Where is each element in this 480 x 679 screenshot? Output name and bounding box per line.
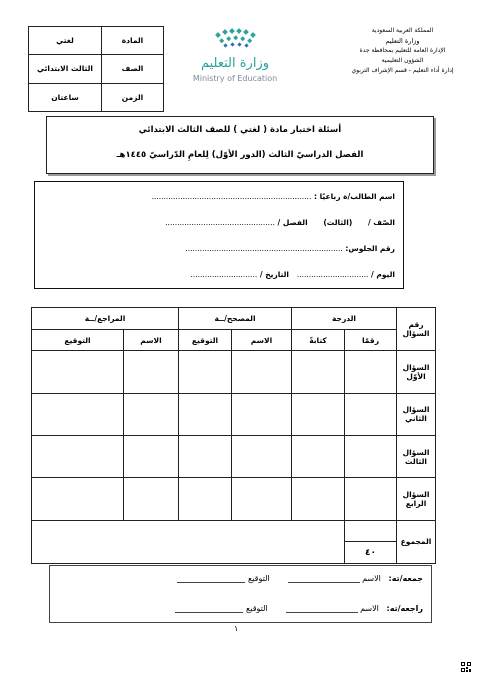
grade-digits-cell[interactable]	[345, 435, 397, 477]
day-label: اليوم /	[371, 270, 395, 279]
collector-sign-field[interactable]	[177, 574, 245, 583]
student-info-box	[34, 181, 404, 289]
total-digits-cell[interactable]	[345, 520, 397, 542]
ministry-logo	[180, 25, 290, 87]
reviewer-sign-cell[interactable]	[32, 435, 124, 477]
student-name-label: اسم الطالب/ة رباعيًا :	[313, 192, 395, 201]
grade-header: الدرجة	[292, 308, 397, 330]
corrector-sign-cell[interactable]	[179, 435, 232, 477]
grades-header-row	[32, 308, 436, 330]
corrector-header: المصحح/ــة	[179, 308, 292, 330]
grade-words-cell[interactable]	[292, 435, 345, 477]
grades-table	[31, 307, 436, 564]
reviewer-name-header: الاسم	[124, 329, 179, 351]
grade-value: الثالث الابتدائي	[29, 55, 102, 83]
seat-row	[185, 244, 395, 253]
seat-field[interactable]: ..................................................................	[185, 244, 343, 253]
reviewer-name-cell[interactable]	[124, 435, 179, 477]
day-field[interactable]: ..............................	[296, 270, 369, 279]
corrector-name-cell[interactable]	[232, 478, 292, 520]
corrector-name-cell[interactable]	[232, 435, 292, 477]
question-label: السؤال الثالث	[397, 435, 436, 477]
org-line-country: المملكة العربية السعودية	[371, 27, 434, 34]
exam-term: الفصل الدراسيّ الثالث (الدور الأوّل) لِلعامِ الدّراسيّ ١٤٤٥هـ	[116, 150, 364, 160]
exam-title: أسئلة اختبار مادة ( لغتي ) للصف الثالث الابتدائي	[138, 125, 342, 135]
page-number: ١	[234, 624, 239, 633]
date-row	[190, 270, 395, 279]
grade-digits-cell[interactable]	[345, 393, 397, 435]
table-row	[32, 393, 436, 435]
reviewer-name-cell[interactable]	[124, 478, 179, 520]
reviewer-line	[175, 604, 423, 613]
reviewer-name-cell[interactable]	[124, 351, 179, 393]
class-label: الصّف /	[367, 218, 395, 227]
org-line-supervision: إدارة أداء التعليم - قسم الإشراف التربوي	[351, 67, 454, 74]
organization-header	[350, 26, 455, 76]
table-row	[32, 435, 436, 477]
collector-sign-label: التوقيع	[248, 574, 270, 583]
collector-name-field[interactable]	[288, 574, 360, 583]
reviewer-header: المراجع/ــة	[32, 308, 179, 330]
total-row-top	[32, 520, 436, 542]
corrector-sign-header: التوقيع	[179, 329, 232, 351]
class-row	[165, 218, 395, 227]
question-number-header: رقم السؤال	[397, 308, 436, 351]
question-label: السؤال الرابع	[397, 478, 436, 520]
reviewer-sign-cell[interactable]	[32, 478, 124, 520]
reviewer-sign-label: التوقيع	[246, 604, 268, 613]
subject-label: المادة	[102, 27, 164, 55]
corrector-sign-cell[interactable]	[179, 393, 232, 435]
reviewer-name-label: الاسم	[360, 604, 379, 613]
ministry-logo-icon	[180, 25, 290, 87]
section-label: الفصل /	[277, 218, 308, 227]
reviewer-sign-field[interactable]	[175, 604, 243, 613]
question-label: السؤال الثاني	[397, 393, 436, 435]
table-row	[32, 351, 436, 393]
collector-line	[177, 574, 423, 583]
exam-title-box	[46, 116, 434, 174]
grades-subheader-row	[32, 329, 436, 351]
date-label: التاريخ /	[259, 270, 289, 279]
table-row	[32, 478, 436, 520]
grade-digits-cell[interactable]	[345, 351, 397, 393]
collector-name-label: الاسم	[362, 574, 381, 583]
seat-label: رقم الجلوس:	[345, 244, 395, 253]
org-line-affairs: الشؤون التعليمية	[381, 57, 424, 64]
time-value: ساعتان	[29, 83, 102, 111]
org-line-ministry: وزارة التعليم	[385, 37, 420, 45]
qr-code-icon	[461, 662, 471, 672]
reviewer-sign-cell[interactable]	[32, 351, 124, 393]
time-row	[29, 83, 164, 111]
reviewer-sign-cell[interactable]	[32, 393, 124, 435]
grade-digits-header: رقمًا	[345, 329, 397, 351]
signature-box	[49, 565, 432, 623]
grade-words-cell[interactable]	[292, 393, 345, 435]
logo-english-text: Ministry of Education	[192, 74, 278, 83]
class-value: (الثالث)	[323, 218, 353, 227]
corrector-name-cell[interactable]	[232, 351, 292, 393]
student-name-row	[152, 192, 395, 201]
time-label: الزمن	[102, 83, 164, 111]
reviewer-label: راجعه/ته:	[386, 604, 423, 613]
total-label: المجموع	[397, 520, 436, 563]
grade-label: الصف	[102, 55, 164, 83]
grade-words-cell[interactable]	[292, 478, 345, 520]
corrector-sign-cell[interactable]	[179, 478, 232, 520]
question-label: السؤال الأوّل	[397, 351, 436, 393]
total-value: ٤٠	[345, 542, 397, 564]
org-line-department: الإدارة العامة للتعليم بمحافظة جدة	[359, 47, 446, 54]
grade-digits-cell[interactable]	[345, 478, 397, 520]
subject-value: لغتي	[29, 27, 102, 55]
date-field[interactable]: ............................	[190, 270, 258, 279]
total-blank-cell	[32, 520, 345, 563]
reviewer-name-field[interactable]	[286, 604, 358, 613]
collector-label: جمعه/ته:	[388, 574, 423, 583]
subject-info-table	[28, 26, 164, 112]
corrector-sign-cell[interactable]	[179, 351, 232, 393]
section-field[interactable]: ..............................................	[165, 218, 275, 227]
grade-words-cell[interactable]	[292, 351, 345, 393]
reviewer-name-cell[interactable]	[124, 393, 179, 435]
reviewer-sign-header: التوقيع	[32, 329, 124, 351]
corrector-name-header: الاسم	[232, 329, 292, 351]
grade-words-header: كتابةً	[292, 329, 345, 351]
logo-arabic-text: وزارة التعليم	[200, 56, 270, 71]
corrector-name-cell[interactable]	[232, 393, 292, 435]
student-name-field[interactable]: ...................................................................	[151, 192, 312, 201]
grade-row	[29, 55, 164, 83]
subject-row	[29, 27, 164, 55]
